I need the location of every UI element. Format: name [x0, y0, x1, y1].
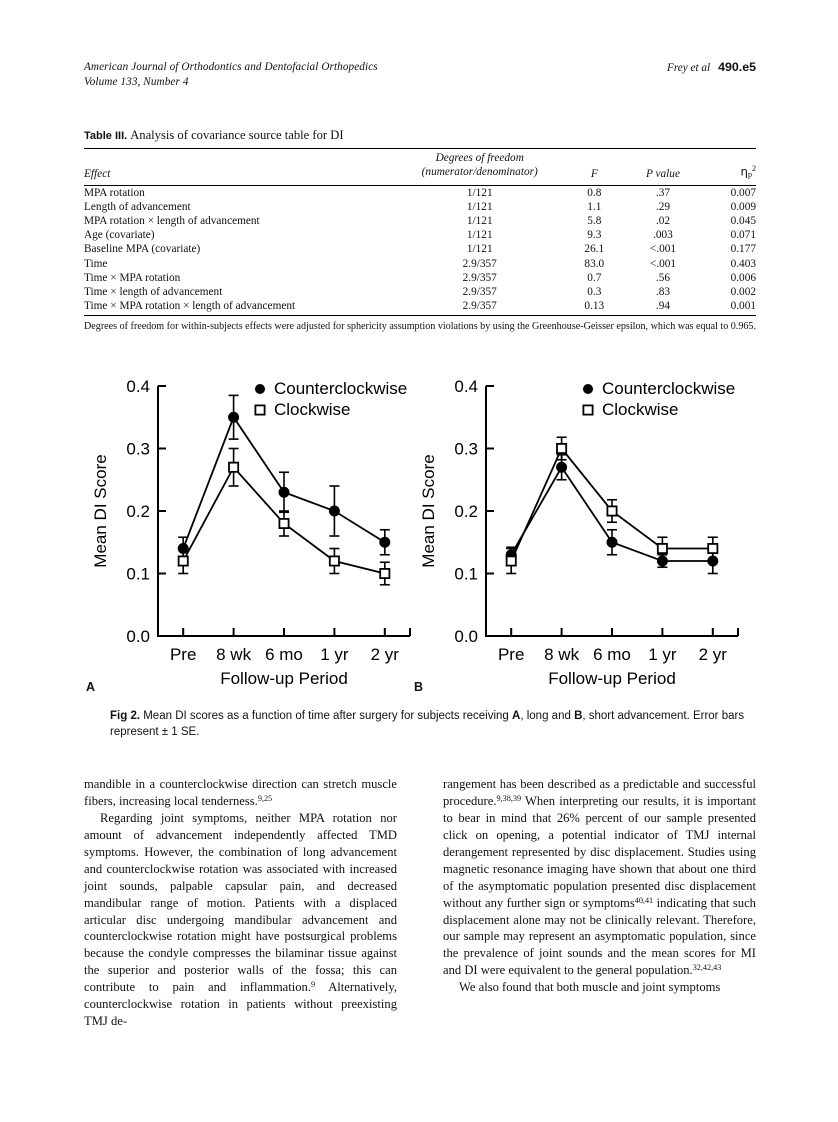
data-point-open-square — [330, 556, 339, 565]
cell-f: 0.13 — [584, 300, 605, 313]
legend-marker-filled-circle — [583, 384, 593, 394]
figure-caption-ref-b: B — [574, 710, 583, 722]
data-point-filled-circle — [557, 462, 567, 472]
cell-eta: 0.006 — [730, 271, 756, 284]
reference-superscript: 32,42,43 — [692, 963, 722, 973]
cell-p: .56 — [655, 271, 671, 284]
data-point-open-square — [708, 544, 717, 553]
table-head — [84, 149, 756, 186]
x-tick-label: 2 yr — [370, 645, 399, 664]
cell-p: .003 — [653, 229, 673, 242]
cell-df: 2.9/357 — [462, 300, 497, 313]
data-point-open-square — [380, 569, 389, 578]
cell-eta: 0.009 — [730, 200, 756, 213]
cell-df: 1/121 — [466, 186, 493, 199]
cell-p: .94 — [655, 300, 671, 313]
cell-effect: MPA rotation × length of advancement — [84, 215, 260, 228]
chart-a-svg — [84, 372, 420, 702]
cell-p: .29 — [655, 200, 671, 213]
chart-content — [91, 377, 410, 688]
y-tick-label: 0.0 — [454, 627, 478, 646]
table-row — [84, 299, 756, 315]
table-number: Table III. — [84, 130, 128, 142]
cell-eta: 0.007 — [730, 186, 756, 199]
data-point-open-square — [179, 556, 188, 565]
x-tick-label: 1 yr — [648, 645, 677, 664]
table-row — [84, 271, 756, 285]
col-header-eta-squared: $\eta p^2$ — [740, 164, 756, 180]
cell-df: 1/121 — [466, 215, 493, 228]
y-tick-label: 0.3 — [126, 439, 150, 459]
chart-panel-a — [84, 372, 420, 702]
y-tick-label: 0.0 — [126, 627, 150, 646]
data-point-open-square — [658, 544, 667, 553]
data-point-open-square — [607, 506, 616, 515]
chart-panel-b — [412, 372, 748, 702]
figure-caption-ref-a: A — [512, 710, 521, 722]
y-tick-label: 0.2 — [126, 502, 150, 521]
figure-2 — [84, 372, 756, 752]
data-point-open-square — [279, 519, 288, 528]
cell-p: .83 — [655, 285, 671, 298]
panel-a-label: A — [86, 680, 96, 694]
cell-p: .02 — [655, 215, 671, 228]
reference-superscript: 9,25 — [257, 793, 273, 803]
chart-content — [419, 377, 738, 688]
cell-effect: Time × length of advancement — [84, 285, 223, 298]
y-tick-label: 0.3 — [454, 439, 478, 459]
running-head-left — [84, 60, 378, 90]
table-footnote: Degrees of freedom for within-subjects effects were adjusted for sphericity assumption violations by using the Greenhouse-Geisser epsilon, which was equal to 0.965. — [84, 321, 756, 333]
cell-df: 1/121 — [466, 243, 493, 256]
authors-short: Frey et al — [667, 62, 711, 74]
cell-eta: 0.071 — [730, 229, 756, 242]
table-row — [84, 228, 756, 242]
data-point-filled-circle — [380, 537, 390, 547]
cell-df: 2.9/357 — [462, 285, 497, 298]
cell-effect: Length of advancement — [84, 200, 191, 213]
table-title: Analysis of covariance source table for DI — [130, 128, 344, 142]
legend-marker-open-square — [255, 405, 264, 414]
figure-caption-text-3: , short advancement. Error bars represent ± 1 SE. — [110, 710, 745, 739]
x-tick-label: 1 yr — [320, 645, 349, 664]
y-tick-label: 0.2 — [454, 502, 478, 521]
x-tick-label: 6 mo — [593, 645, 631, 664]
col-header-effect: Effect — [84, 167, 111, 180]
figure-caption-text-1: Mean DI scores as a function of time after surgery for subjects receiving — [140, 710, 513, 722]
cell-df: 2.9/357 — [462, 271, 497, 284]
data-point-open-square — [557, 444, 566, 453]
x-axis-label: Follow-up Period — [548, 669, 676, 688]
cell-p: .37 — [655, 186, 671, 199]
cell-f: 1.1 — [587, 200, 602, 213]
table-row — [84, 185, 756, 200]
cell-f: 9.3 — [587, 229, 602, 242]
page-number: 490.e5 — [718, 60, 756, 74]
figure-caption-text-2: , long and — [520, 710, 575, 722]
reference-superscript: 9 — [311, 980, 316, 990]
data-point-filled-circle — [229, 412, 239, 422]
col-header-f: F — [590, 167, 598, 180]
body-column-right — [443, 776, 756, 996]
table-caption — [84, 128, 756, 143]
x-tick-label: 6 mo — [265, 645, 303, 664]
x-tick-label: 8 wk — [216, 645, 252, 664]
cell-eta: 0.045 — [730, 215, 756, 228]
volume-issue: Volume 133, Number 4 — [84, 76, 189, 88]
x-tick-label: 8 wk — [544, 645, 580, 664]
cell-df: 2.9/357 — [462, 257, 497, 270]
x-axis-label: Follow-up Period — [220, 669, 348, 688]
cell-effect: MPA rotation — [84, 186, 145, 199]
cell-f: 83.0 — [584, 257, 605, 270]
cell-f: 26.1 — [584, 243, 605, 256]
panel-b-label: B — [414, 680, 424, 694]
y-tick-label: 0.1 — [454, 564, 478, 584]
cell-eta: 0.177 — [730, 243, 756, 256]
table-row — [84, 242, 756, 256]
x-tick-label: 2 yr — [698, 645, 727, 664]
running-head — [84, 60, 756, 94]
reference-superscript: 40,41 — [634, 895, 654, 905]
table-row — [84, 214, 756, 228]
body-paragraph: mandible in a counterclockwise direction can stretch muscle fibers, increasing local tenderness.$^{9,25}$ — [84, 777, 397, 808]
df-header-line2: (numerator/denominator) — [421, 165, 538, 178]
cell-df: 1/121 — [466, 229, 493, 242]
cell-eta: 0.001 — [730, 300, 756, 313]
legend-marker-open-square — [583, 405, 592, 414]
df-header-line1: Degrees of freedom — [435, 152, 524, 164]
chart-b-svg — [412, 372, 748, 702]
y-tick-label: 0.1 — [126, 564, 150, 584]
data-point-filled-circle — [607, 537, 617, 547]
cell-effect: Age (covariate) — [84, 229, 155, 242]
y-tick-label: 0.4 — [126, 377, 150, 396]
table-row — [84, 200, 756, 214]
body-paragraph: Regarding joint symptoms, neither MPA rotation nor amount of advancement independently affected TMD symptoms. However, the combination of long advancement and counterclockwise rotation was associated with increased joint sounds, palpable capsular pain, and decreased mandibular range of motion. Patients with a displaced articular disc undergoing mandibular advancement and counterclockwise rotation might have postsurgical problems because the condyle compresses the bilaminar tissue against the superior and posterior walls of the fossa; this can contribute to pain and inflammation.$^9$ Alternatively, counterclockwise rotation in patients without preexisting TMJ de- — [84, 810, 397, 1029]
body-columns — [84, 776, 756, 1066]
cell-f: 5.8 — [587, 215, 602, 228]
cell-f: 0.3 — [587, 285, 602, 298]
data-point-filled-circle — [329, 506, 339, 516]
body-paragraph: We also found that both muscle and joint symptoms — [459, 980, 721, 995]
table-row — [84, 285, 756, 299]
table-block — [84, 128, 756, 333]
col-header-p-value: P value — [645, 167, 680, 180]
y-axis-label: Mean DI Score — [419, 454, 438, 568]
legend-label: Clockwise — [274, 400, 351, 419]
x-tick-label: Pre — [169, 645, 197, 664]
anova-table — [84, 148, 756, 315]
cell-f: 0.7 — [587, 271, 602, 284]
figure-caption — [110, 708, 746, 741]
cell-effect: Baseline MPA (covariate) — [84, 243, 201, 256]
cell-effect: Time × MPA rotation × length of advancement — [84, 300, 296, 313]
data-point-open-square — [229, 463, 238, 472]
running-head-right — [667, 60, 756, 76]
cell-df: 1/121 — [466, 200, 493, 213]
legend-marker-filled-circle — [255, 384, 265, 394]
y-tick-label: 0.4 — [454, 377, 478, 396]
cell-eta: 0.002 — [730, 285, 756, 298]
body-paragraph: rangement has been described as a predictable and successful procedure.$^{9,38,39}$ When interpreting our results, it is important to bear in mind that 26% percent of our sample presented click on opening, a potential indicator of TMJ internal derangement represented by disc displacement. Studies using magnetic resonance imaging have shown that about one third of the asymptomatic population presented disc displacement without any further sign or symptoms$^{40,41}$ indicating that such displacement alone may not be clinically relevant. Therefore, our sample may represent an asymptomatic population, since the prevalence of joint sounds and the mean scores for MI and DI were equivalent to the general population.$^{32,42,43}$ — [443, 777, 756, 978]
cell-effect: Time × MPA rotation — [84, 271, 181, 284]
cell-p: <.001 — [649, 257, 677, 270]
x-tick-label: Pre — [497, 645, 525, 664]
reference-superscript: 9,38,39 — [496, 793, 522, 803]
body-column-left — [84, 776, 397, 1030]
charts-row — [84, 372, 756, 702]
legend-label: Counterclockwise — [274, 379, 408, 398]
legend-label: Clockwise — [602, 400, 679, 419]
cell-effect: Time — [84, 257, 108, 270]
data-point-filled-circle — [279, 487, 289, 497]
figure-caption-number: Fig 2. — [110, 710, 141, 722]
journal-title: American Journal of Orthodontics and Dentofacial Orthopedics — [84, 61, 378, 73]
cell-eta: 0.403 — [730, 257, 756, 270]
table-body — [84, 185, 756, 315]
y-axis-label: Mean DI Score — [91, 454, 110, 568]
col-header-degrees-of-freedom — [397, 149, 563, 186]
table-row — [84, 257, 756, 271]
cell-f: 0.8 — [587, 186, 602, 199]
data-point-open-square — [507, 556, 516, 565]
cell-p: <.001 — [649, 243, 677, 256]
legend-label: Counterclockwise — [602, 379, 736, 398]
